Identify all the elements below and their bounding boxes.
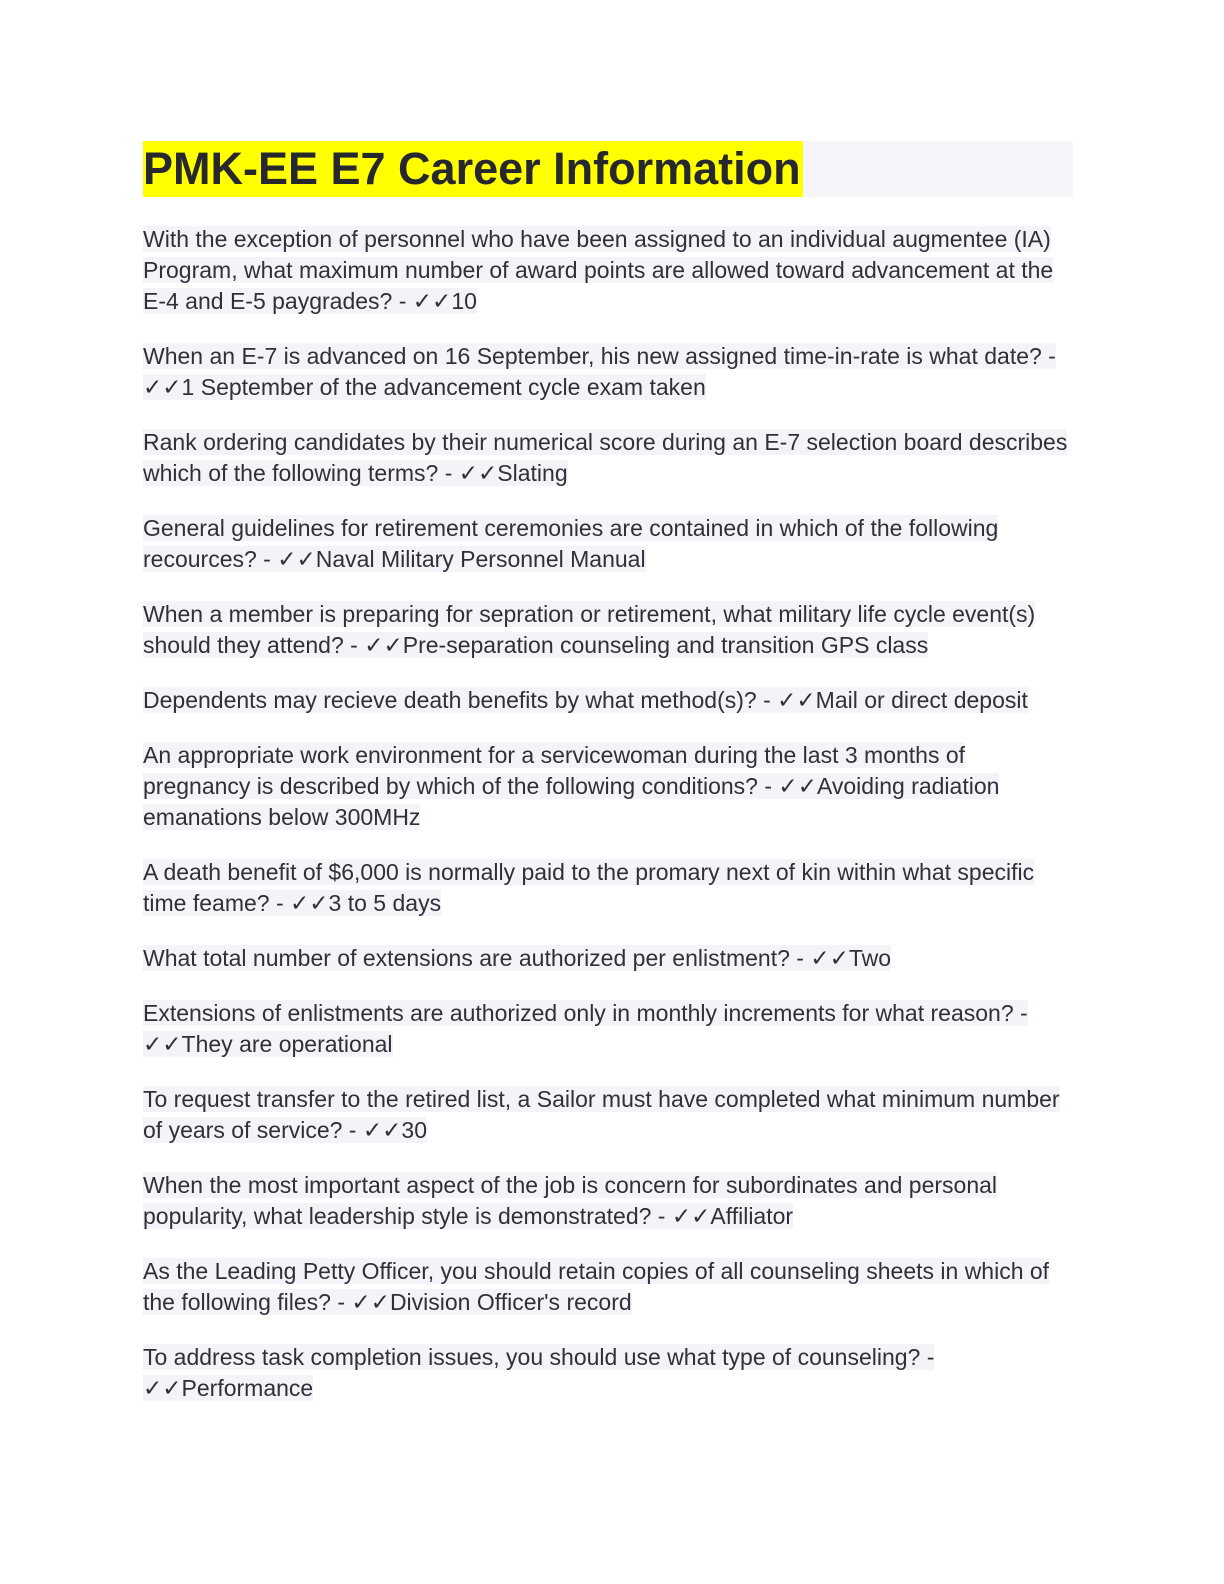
page-title: PMK-EE E7 Career Information <box>143 141 803 197</box>
check-icon: ✓✓ <box>777 687 816 713</box>
question-text: As the Leading Petty Officer, you should retain copies of all counseling sheets in which of the following files? - <box>143 1258 1050 1315</box>
question-text: When an E-7 is advanced on 16 September, his new assigned time-in-rate is what date? - <box>143 343 1056 369</box>
qa-item-9 <box>143 943 1073 974</box>
check-icon: ✓✓ <box>143 1031 182 1057</box>
answer-text: Slating <box>497 460 568 486</box>
qa-item-2 <box>143 341 1073 403</box>
qa-item-11 <box>143 1084 1073 1146</box>
qa-item-1 <box>143 224 1073 317</box>
check-icon: ✓✓ <box>810 945 849 971</box>
check-icon: ✓✓ <box>143 1375 182 1401</box>
check-icon: ✓✓ <box>412 288 452 314</box>
qa-item-10 <box>143 998 1073 1060</box>
answer-text: Avoiding radiation emanations below 300MHz <box>143 773 1000 830</box>
answer-text: Mail or direct deposit <box>815 687 1028 713</box>
check-icon: ✓✓ <box>290 890 329 916</box>
question-text: General guidelines for retirement ceremonies are contained in which of the following recources? - <box>143 515 999 572</box>
question-text: A death benefit of $6,000 is normally paid to the promary next of kin within what specific time feame? - <box>143 859 1035 916</box>
check-icon: ✓✓ <box>143 374 182 400</box>
qa-item-14 <box>143 1342 1073 1404</box>
question-text: When the most important aspect of the job is concern for subordinates and personal popularity, what leadership style is demonstrated? - <box>143 1172 998 1229</box>
title-band <box>143 141 1073 197</box>
question-text: To request transfer to the retired list, a Sailor must have completed what minimum number of years of service? - <box>143 1086 1060 1143</box>
question-text: To address task completion issues, you should use what type of counseling? - <box>143 1344 935 1370</box>
answer-text: They are operational <box>181 1031 393 1057</box>
qa-item-4 <box>143 513 1073 575</box>
question-text: Dependents may recieve death benefits by what method(s)? - <box>143 687 778 713</box>
check-icon: ✓✓ <box>364 632 403 658</box>
question-text: Rank ordering candidates by their numerical score during an E-7 selection board describes which of the following terms? - <box>143 429 1068 486</box>
answer-text: Two <box>848 945 892 971</box>
question-text: What total number of extensions are authorized per enlistment? - <box>143 945 811 971</box>
qa-item-8 <box>143 857 1073 919</box>
answer-text: Affiliator <box>710 1203 794 1229</box>
question-text: Extensions of enlistments are authorized only in monthly increments for what reason? - <box>143 1000 1028 1026</box>
check-icon: ✓✓ <box>362 1117 402 1143</box>
answer-text: Pre-separation counseling and transition GPS class <box>402 632 929 658</box>
question-text: When a member is preparing for sepration or retirement, what military life cycle event(s) should they attend? - <box>143 601 1036 658</box>
answer-text: 3 to 5 days <box>328 890 442 916</box>
check-icon: ✓✓ <box>671 1203 711 1229</box>
qa-item-7 <box>143 740 1073 833</box>
qa-item-3 <box>143 427 1073 489</box>
question-text: An appropriate work environment for a servicewoman during the last 3 months of pregnancy is described by which of the following conditions? - <box>143 742 966 799</box>
answer-text: 1 September of the advancement cycle exam taken <box>181 374 706 400</box>
document-page <box>143 141 1073 1428</box>
answer-text: Performance <box>181 1375 314 1401</box>
qa-item-6 <box>143 685 1073 716</box>
answer-text: Naval Military Personnel Manual <box>315 546 646 572</box>
check-icon: ✓✓ <box>458 460 498 486</box>
qa-item-13 <box>143 1256 1073 1318</box>
question-text: With the exception of personnel who have been assigned to an individual augmentee (IA) Program, what maximum number of award points are allowed toward advancement at the E-4 and E-5 paygrades? - <box>143 226 1054 314</box>
qa-list <box>143 224 1073 1404</box>
answer-text: 10 <box>451 288 477 314</box>
qa-item-12 <box>143 1170 1073 1232</box>
answer-text: Division Officer's record <box>389 1289 632 1315</box>
check-icon: ✓✓ <box>277 546 316 572</box>
answer-text: 30 <box>401 1117 427 1143</box>
check-icon: ✓✓ <box>778 773 817 799</box>
qa-item-5 <box>143 599 1073 661</box>
check-icon: ✓✓ <box>351 1289 390 1315</box>
